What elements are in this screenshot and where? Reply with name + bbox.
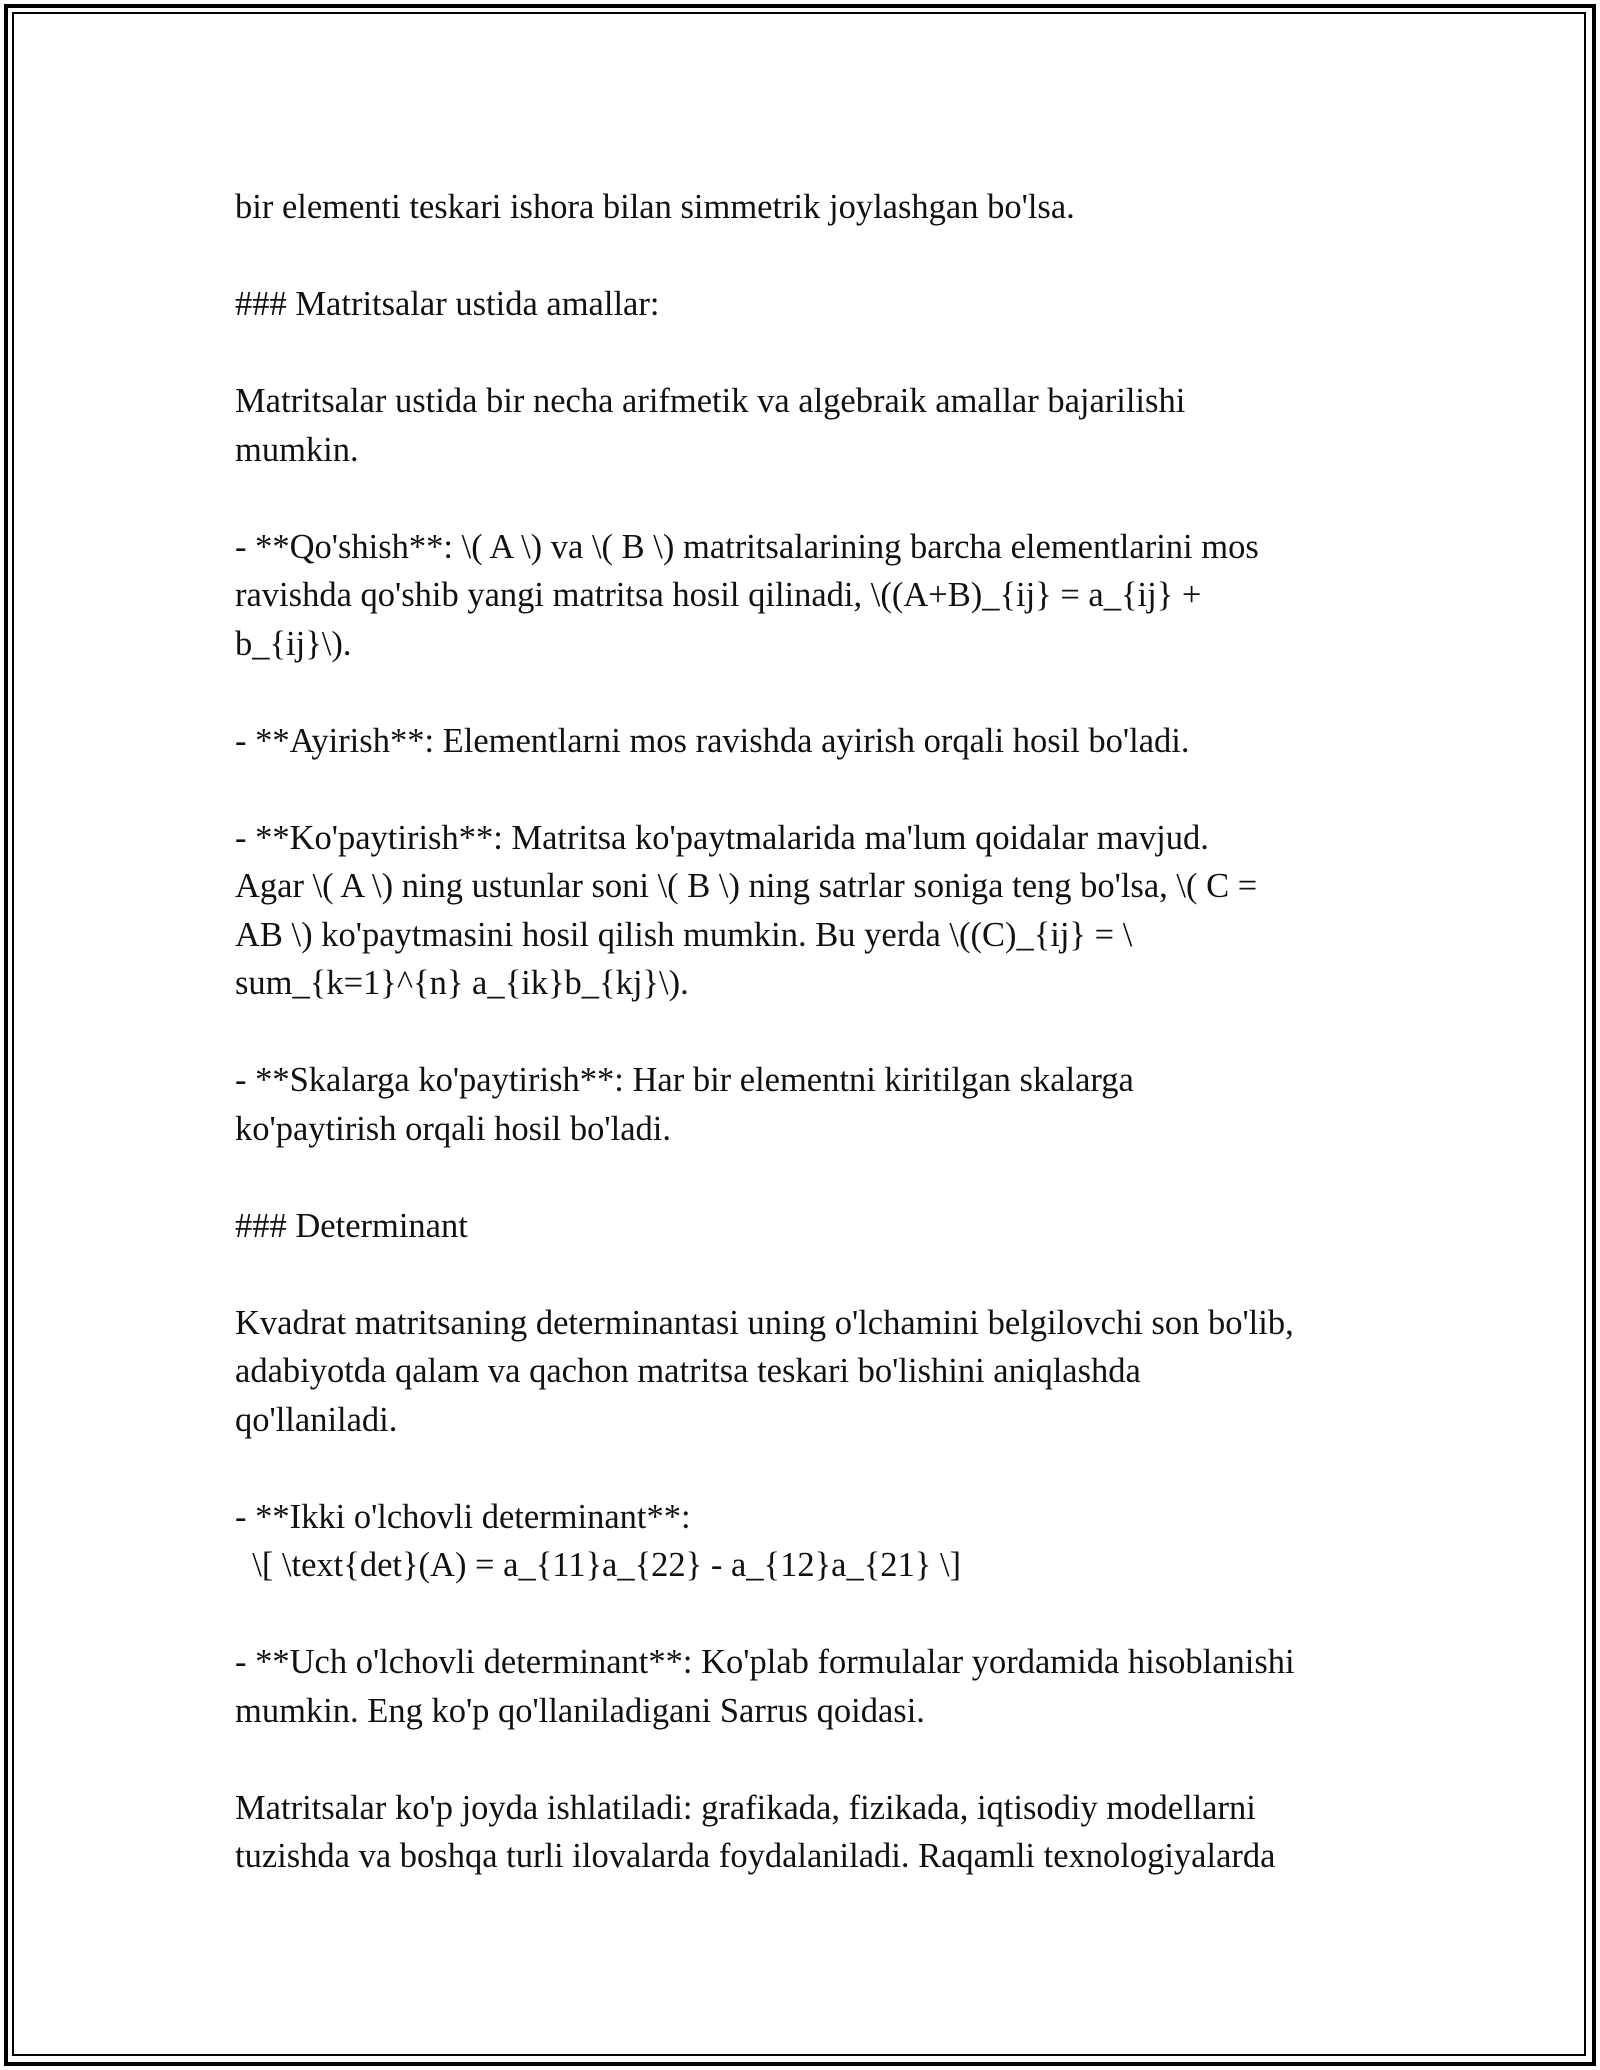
text-line: adabiyotda qalam va qachon matritsa teskari bo'lishini aniqlashda <box>235 1352 1141 1390</box>
text-line: - **Ko'paytirish**: Matritsa ko'paytmalarida ma'lum qoidalar mavjud. <box>235 818 1209 857</box>
text-line: Agar \( A \) ning ustunlar soni \( B \) ning satrlar soniga teng bo'lsa, \( C = <box>235 867 1258 905</box>
text-line: b_{ij}\). <box>235 624 352 663</box>
text-line: bir elementi teskari ishora bilan simmetrik joylashgan bo'lsa. <box>235 188 1075 226</box>
text-line: mumkin. Eng ko'p qo'llaniladigani Sarrus qoidasi. <box>235 1691 925 1730</box>
text-line: ravishda qo'shib yangi matritsa hosil qilinadi, \((A+B)_{ij} = a_{ij} + <box>235 576 1202 614</box>
list-item <box>235 717 1385 766</box>
paragraph <box>235 377 1385 474</box>
text-line: Matritsalar ustida bir necha arifmetik va algebraik amallar bajarilishi <box>235 382 1186 420</box>
text-line: - **Skalarga ko'paytirish**: Har bir elementni kiritilgan skalarga <box>235 1061 1134 1099</box>
text-line: sum_{k=1}^{n} a_{ik}b_{kj}\). <box>235 964 689 1002</box>
text-line: - **Qo'shish**: \( A \) va \( B \) matritsalarining barcha elementlarini mos <box>235 527 1259 566</box>
text-line: mumkin. <box>235 430 359 469</box>
list-item <box>235 814 1385 1008</box>
text-line: Matritsalar ko'p joyda ishlatiladi: grafikada, fizikada, iqtisodiy modellarni <box>235 1788 1256 1827</box>
text-line: AB \) ko'paytmasini hosil qilish mumkin. Bu yerda \((C)_{ij} = \ <box>235 915 1133 954</box>
list-item <box>235 1056 1385 1153</box>
text-line: ### Matritsalar ustida amallar: <box>235 285 660 323</box>
text-line: - **Uch o'lchovli determinant**: Ko'plab formulalar yordamida hisoblanishi <box>235 1643 1295 1681</box>
paragraph <box>235 1299 1385 1445</box>
list-item <box>235 523 1385 669</box>
paragraph <box>235 1784 1385 1881</box>
document-body <box>235 183 1385 1929</box>
text-line: - **Ikki o'lchovli determinant**: <box>235 1497 691 1536</box>
section-heading <box>235 280 1385 329</box>
list-item <box>235 1493 1385 1590</box>
text-line: - **Ayirish**: Elementlarni mos ravishda ayirish orqali hosil bo'ladi. <box>235 721 1190 760</box>
list-item <box>235 1638 1385 1735</box>
text-line: \[ \text{det}(A) = a_{11}a_{22} - a_{12}a_{21} \] <box>235 1546 962 1584</box>
paragraph <box>235 183 1385 232</box>
text-line: Kvadrat matritsaning determinantasi uning o'lchamini belgilovchi son bo'lib, <box>235 1303 1294 1342</box>
text-line: ### Determinant <box>235 1206 468 1245</box>
text-line: qo'llaniladi. <box>235 1400 398 1439</box>
text-line: ko'paytirish orqali hosil bo'ladi. <box>235 1109 671 1148</box>
text-line: tuzishda va boshqa turli ilovalarda foydalaniladi. Raqamli texnologiyalarda <box>235 1837 1276 1875</box>
section-heading <box>235 1202 1385 1251</box>
